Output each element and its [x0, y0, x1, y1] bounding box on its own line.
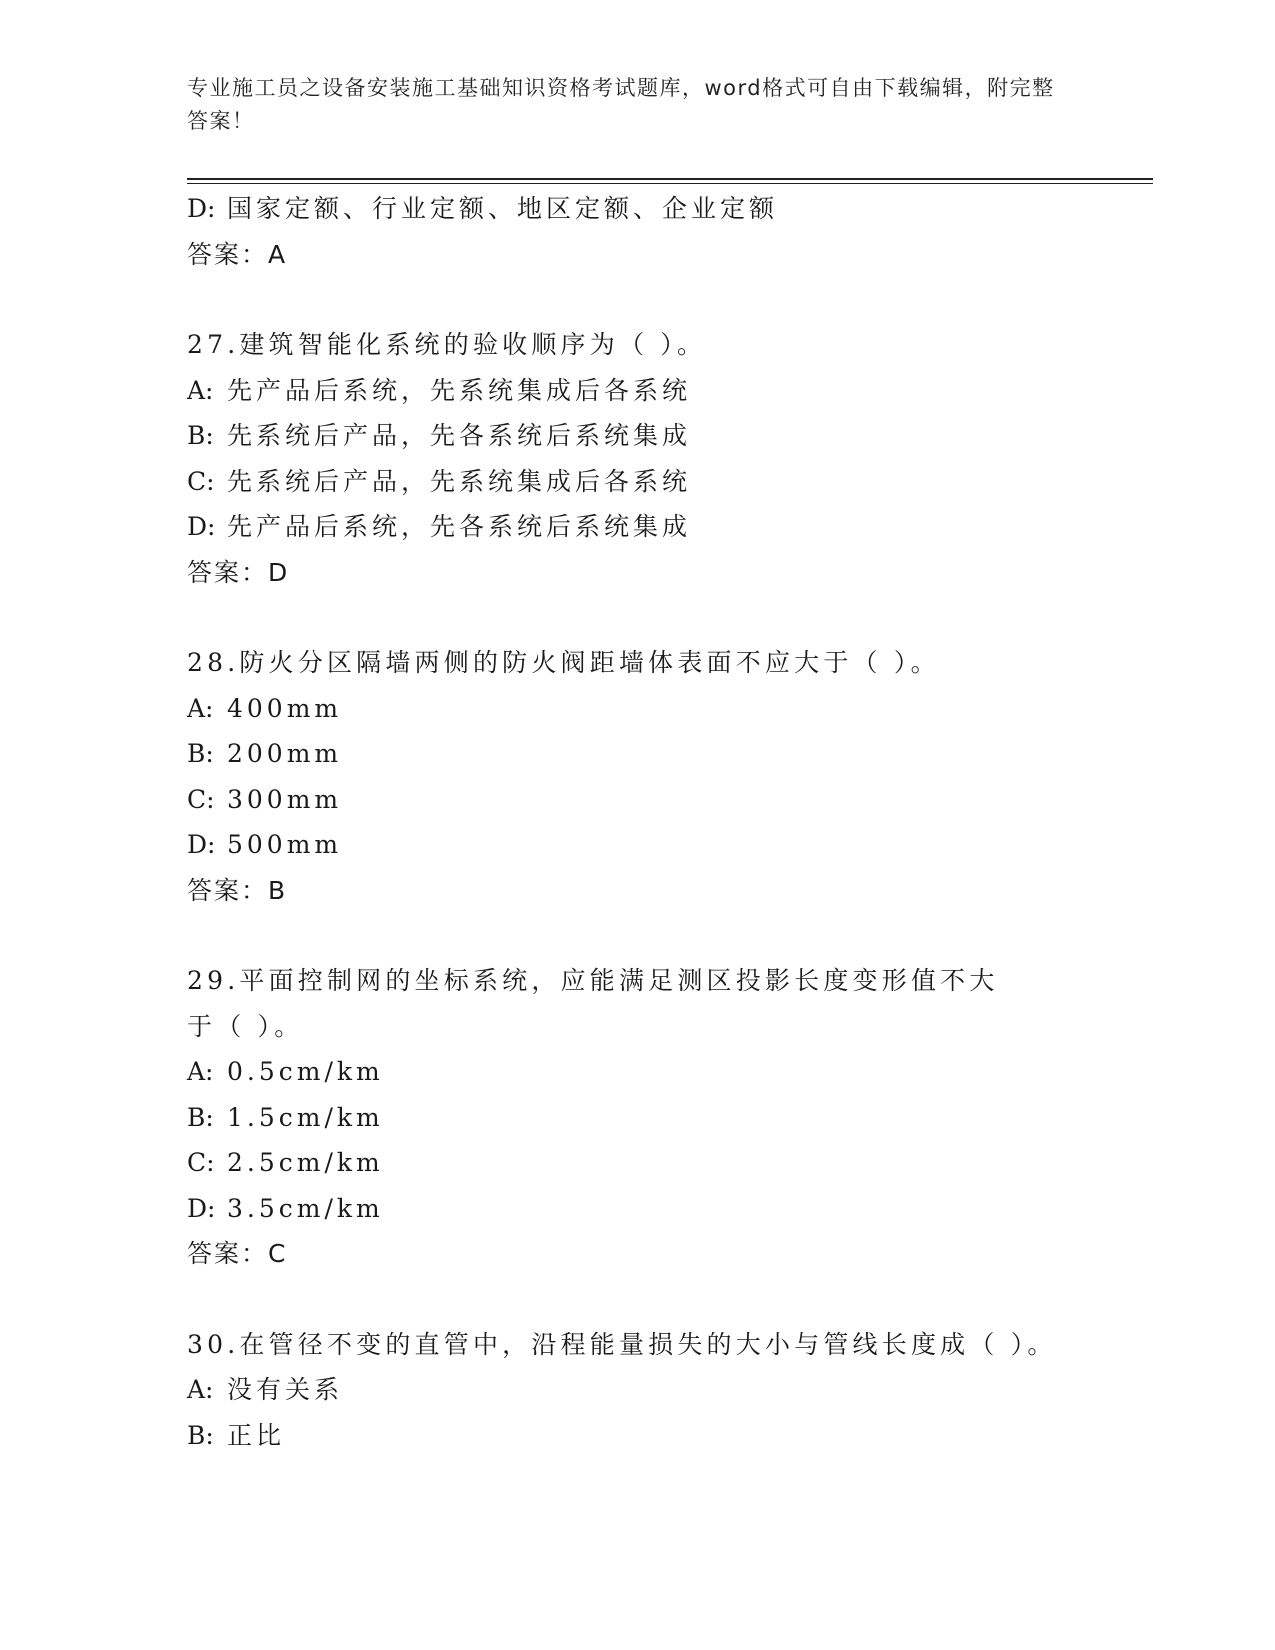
option-key: A:	[187, 375, 214, 405]
option-key: D:	[187, 512, 216, 541]
option-key: B:	[187, 739, 214, 768]
option-text: 先系统后产品，先系统集成后各系统	[227, 466, 692, 496]
answer-line: 答案：D	[187, 557, 290, 587]
option-line	[187, 686, 1087, 732]
option-text: 1.5cm/km	[227, 1102, 384, 1132]
option-line	[187, 822, 1087, 868]
answer-line: 答案：C	[187, 1239, 288, 1268]
option-line	[187, 1186, 1087, 1232]
option-text: 3.5cm/km	[227, 1193, 384, 1223]
option-line	[187, 459, 1087, 505]
option-key: A:	[187, 693, 214, 723]
question-block	[187, 1322, 1087, 1459]
question-stem: 28.防火分区隔墙两侧的防火阀距墙体表面不应大于（ ）。	[187, 648, 940, 677]
option-line	[187, 1413, 1087, 1459]
option-text: 300mm	[227, 784, 343, 814]
question-block	[187, 640, 1087, 913]
option-line	[187, 504, 1087, 550]
option-line	[187, 413, 1087, 459]
option-key: A:	[187, 1057, 214, 1086]
answer-line: 答案：A	[187, 239, 288, 269]
option-text: 2.5cm/km	[227, 1148, 384, 1177]
option-text: 0.5cm/km	[227, 1057, 384, 1086]
option-line	[187, 731, 1087, 777]
option-line	[187, 777, 1087, 823]
option-key: D:	[187, 194, 216, 223]
option-text: 国家定额、行业定额、地区定额、企业定额	[227, 194, 779, 223]
option-line	[187, 1095, 1087, 1141]
spacer	[187, 1277, 1087, 1322]
question-stem: 30.在管径不变的直管中，沿程能量损失的大小与管线长度成（ ）。	[187, 1329, 1057, 1359]
option-text: 200mm	[227, 739, 343, 768]
question-block	[187, 958, 1087, 1277]
option-key: D:	[187, 830, 216, 859]
question-stem: 27.建筑智能化系统的验收顺序为（ ）。	[187, 330, 707, 359]
option-key: B:	[187, 1102, 214, 1132]
option-key: A:	[187, 1375, 214, 1404]
question-stem: 29.平面控制网的坐标系统，应能满足测区投影长度变形值不大于（ ）。	[187, 966, 999, 1041]
option-key: B:	[187, 1420, 214, 1450]
option-key: C:	[187, 466, 215, 496]
option-text: 400mm	[227, 693, 343, 723]
header-rule-thin	[187, 183, 1153, 184]
option-text: 500mm	[227, 830, 343, 859]
option-line	[187, 1367, 1087, 1413]
header-rule	[187, 178, 1153, 180]
option-line	[187, 186, 1087, 232]
document-header: 专业施工员之设备安装施工基础知识资格考试题库，word格式可自由下载编辑，附完整答案！	[187, 76, 1055, 133]
spacer	[187, 277, 1087, 322]
answer-line: 答案：B	[187, 875, 288, 905]
option-text: 正比	[227, 1420, 286, 1450]
option-text: 先系统后产品，先各系统后系统集成	[227, 421, 692, 450]
option-text: 先产品后系统，先各系统后系统集成	[227, 512, 692, 541]
question-block	[187, 322, 1087, 595]
option-key: D:	[187, 1193, 216, 1223]
option-line	[187, 1049, 1087, 1095]
option-key: C:	[187, 1148, 215, 1177]
spacer	[187, 595, 1087, 640]
document-body	[187, 186, 1087, 1458]
option-key: B:	[187, 421, 214, 450]
option-text: 没有关系	[227, 1375, 344, 1404]
option-key: C:	[187, 784, 215, 814]
option-text: 先产品后系统，先系统集成后各系统	[227, 375, 692, 405]
option-line	[187, 1140, 1087, 1186]
option-line	[187, 368, 1087, 414]
spacer	[187, 913, 1087, 958]
